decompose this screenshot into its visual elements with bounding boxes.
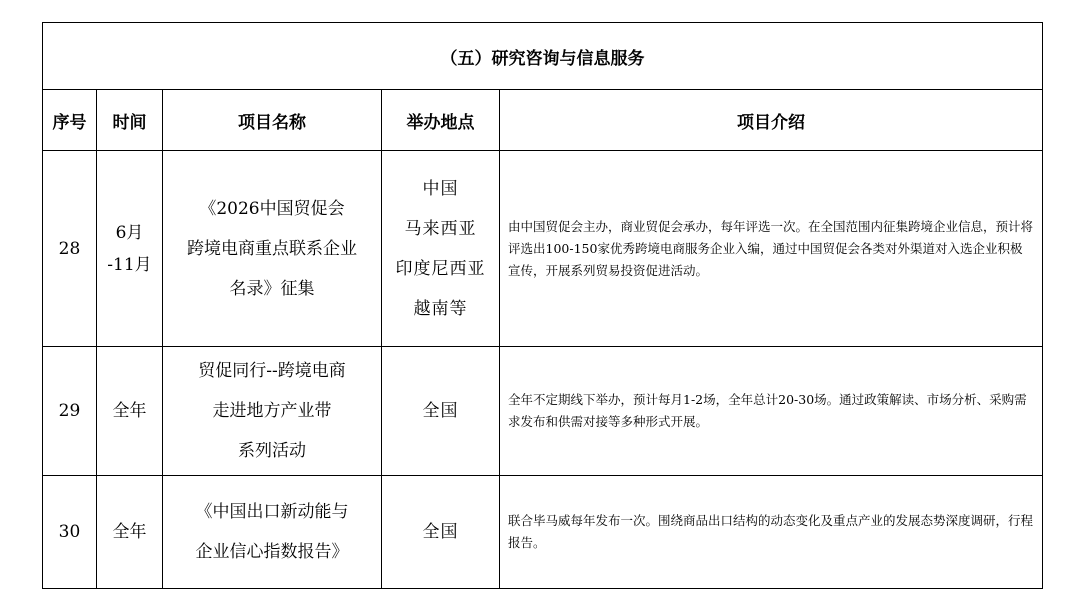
- row-location: 全国: [382, 347, 500, 476]
- row-no: 30: [43, 476, 97, 589]
- row-intro: 全年不定期线下举办，预计每月1-2场，全年总计20-30场。通过政策解读、市场分析、采购需求发布和供需对接等多种形式开展。: [500, 347, 1043, 476]
- row-intro: 联合毕马威每年发布一次。围绕商品出口结构的动态变化及重点产业的发展态势深度调研，行程报告。: [500, 476, 1043, 589]
- row-name: 《中国出口新动能与 企业信心指数报告》: [163, 476, 382, 589]
- header-name: 项目名称: [163, 90, 382, 151]
- table-row: [43, 347, 1043, 476]
- row-time: 全年: [97, 347, 163, 476]
- service-table: [42, 22, 1043, 589]
- row-name: 《2026中国贸促会 跨境电商重点联系企业 名录》征集: [163, 151, 382, 347]
- row-time: 全年: [97, 476, 163, 589]
- header-row: [43, 90, 1043, 151]
- row-name: 贸促同行--跨境电商 走进地方产业带 系列活动: [163, 347, 382, 476]
- section-title: （五）研究咨询与信息服务: [43, 23, 1043, 90]
- row-intro: 由中国贸促会主办，商业贸促会承办，每年评选一次。在全国范围内征集跨境企业信息，预计将评选出100-150家优秀跨境电商服务企业入编，通过中国贸促会各类对外渠道对入选企业积极宣传，开展系列贸易投资促进活动。: [500, 151, 1043, 347]
- header-location: 举办地点: [382, 90, 500, 151]
- row-time: 6月 -11月: [97, 151, 163, 347]
- header-intro: 项目介绍: [500, 90, 1043, 151]
- row-location: 全国: [382, 476, 500, 589]
- row-no: 29: [43, 347, 97, 476]
- header-no: 序号: [43, 90, 97, 151]
- table-row: [43, 151, 1043, 347]
- table-row: [43, 476, 1043, 589]
- row-no: 28: [43, 151, 97, 347]
- header-time: 时间: [97, 90, 163, 151]
- row-location: 中国 马来西亚 印度尼西亚 越南等: [382, 151, 500, 347]
